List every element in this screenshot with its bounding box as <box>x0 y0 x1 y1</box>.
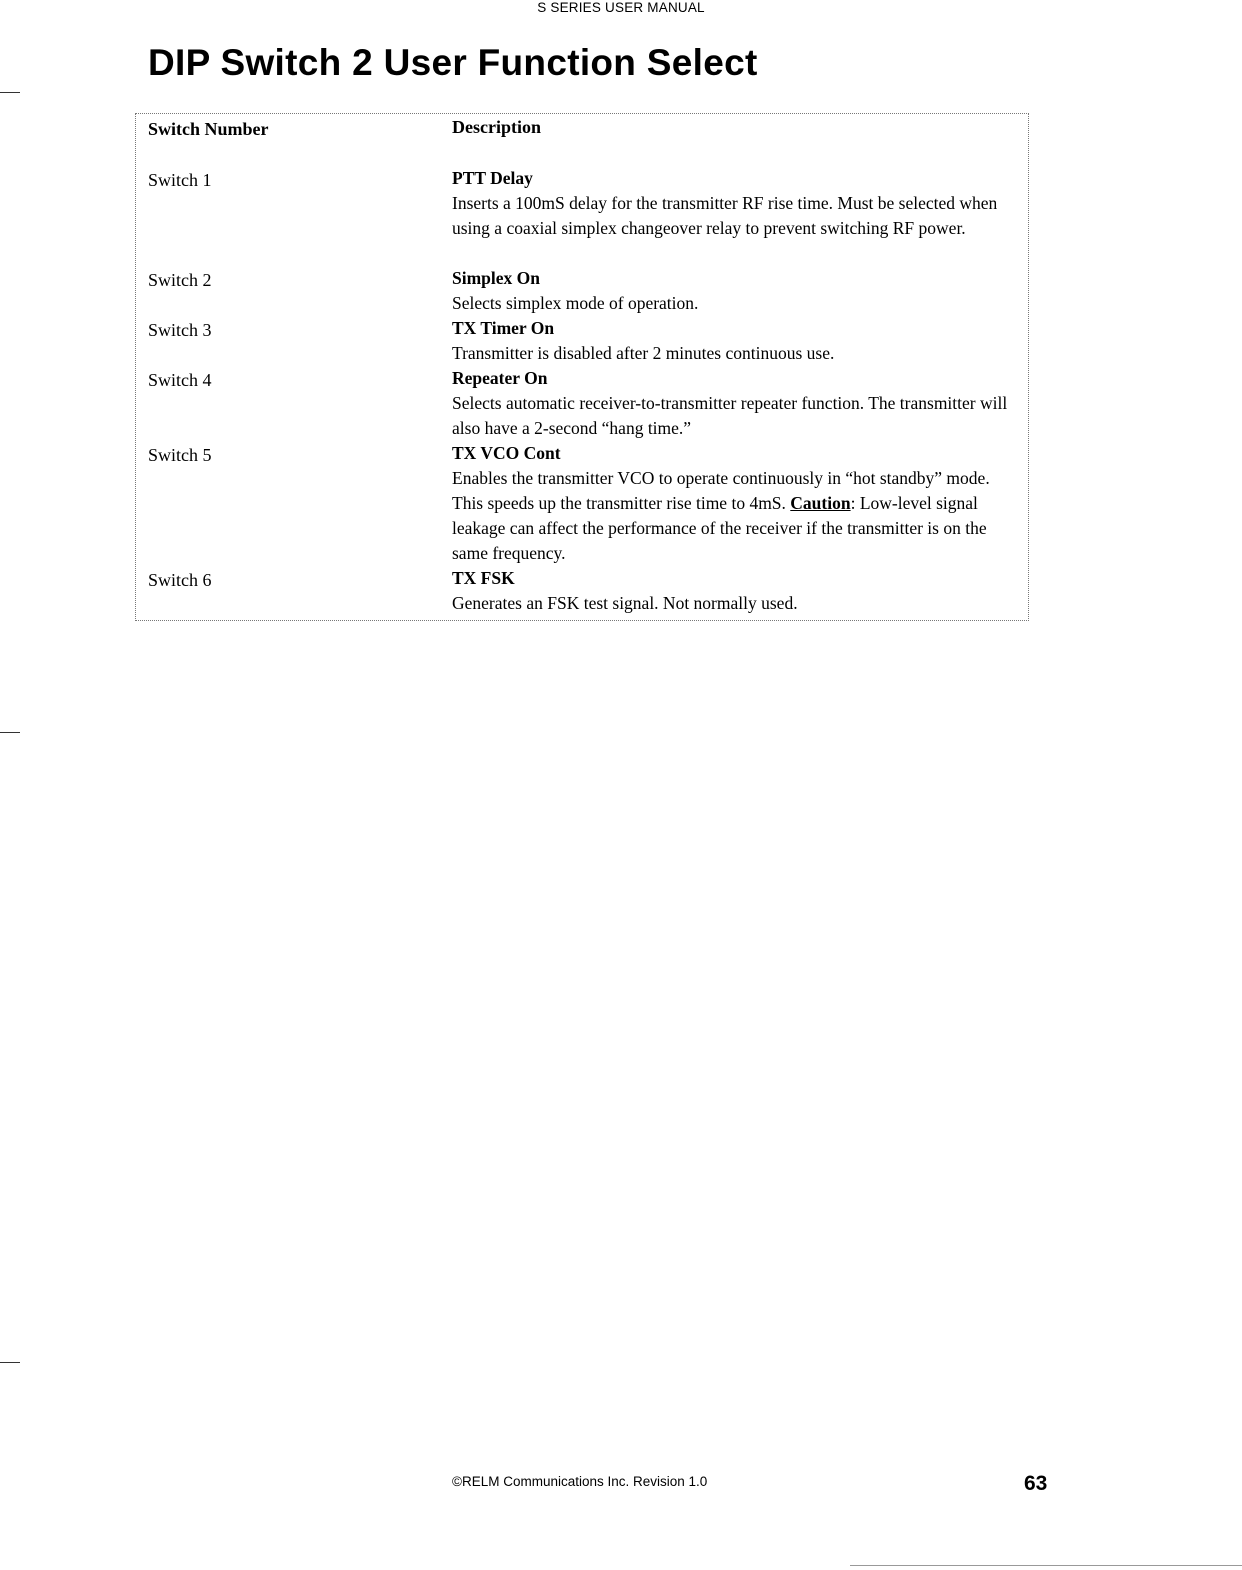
switch-5-caution-text: : Low-level signal leakage can affect the performance of the receiver if the transmitter is on the same frequency. <box>452 493 987 563</box>
switch-6-label: Switch 6 <box>148 570 212 590</box>
scan-mark <box>0 732 20 733</box>
bottom-rule <box>850 1565 1242 1566</box>
switch-2-description <box>452 266 1022 316</box>
column-header-description: Description <box>452 117 541 137</box>
page-number: 63 <box>1024 1472 1048 1495</box>
switch-1-text: Inserts a 100mS delay for the transmitter RF rise time. Must be selected when using a coaxial simplex changeover relay to prevent switching RF power. <box>452 193 998 238</box>
switch-2-function: Simplex On <box>452 268 541 288</box>
switch-4-description <box>452 366 1022 441</box>
switch-5-label: Switch 5 <box>148 445 212 465</box>
switch-3-function: TX Timer On <box>452 318 555 338</box>
switch-2-text: Selects simplex mode of operation. <box>452 293 699 313</box>
running-header: S SERIES USER MANUAL <box>537 0 705 15</box>
switch-1-label: Switch 1 <box>148 170 212 190</box>
switch-4-function: Repeater On <box>452 368 548 388</box>
switch-4-text: Selects automatic receiver-to-transmitter repeater function. The transmitter will also have a 2-second “hang time.” <box>452 393 1008 438</box>
switch-1-description <box>452 166 1022 241</box>
switch-4-label: Switch 4 <box>148 370 212 390</box>
scan-mark <box>0 92 20 93</box>
scan-mark <box>0 1362 20 1363</box>
switch-3-description <box>452 316 1022 366</box>
switch-5-caution-label: Caution <box>790 493 851 513</box>
switch-5-text: Enables the transmitter VCO to operate continuously in “hot standby” mode. This speeds up the transmitter rise time to 4mS. <box>452 468 990 513</box>
switch-6-description <box>452 566 1022 616</box>
switch-2-label: Switch 2 <box>148 270 212 290</box>
switch-3-text: Transmitter is disabled after 2 minutes continuous use. <box>452 343 835 363</box>
switch-6-text: Generates an FSK test signal. Not normally used. <box>452 593 798 613</box>
switch-5-description <box>452 441 1022 566</box>
switch-5-function: TX VCO Cont <box>452 443 561 463</box>
switch-3-label: Switch 3 <box>148 320 212 340</box>
column-header-switch-number: Switch Number <box>148 119 269 139</box>
footer-copyright: ©RELM Communications Inc. Revision 1.0 <box>452 1474 708 1489</box>
switch-1-function: PTT Delay <box>452 168 533 188</box>
page-title: DIP Switch 2 User Function Select <box>148 42 758 83</box>
switch-6-function: TX FSK <box>452 568 515 588</box>
